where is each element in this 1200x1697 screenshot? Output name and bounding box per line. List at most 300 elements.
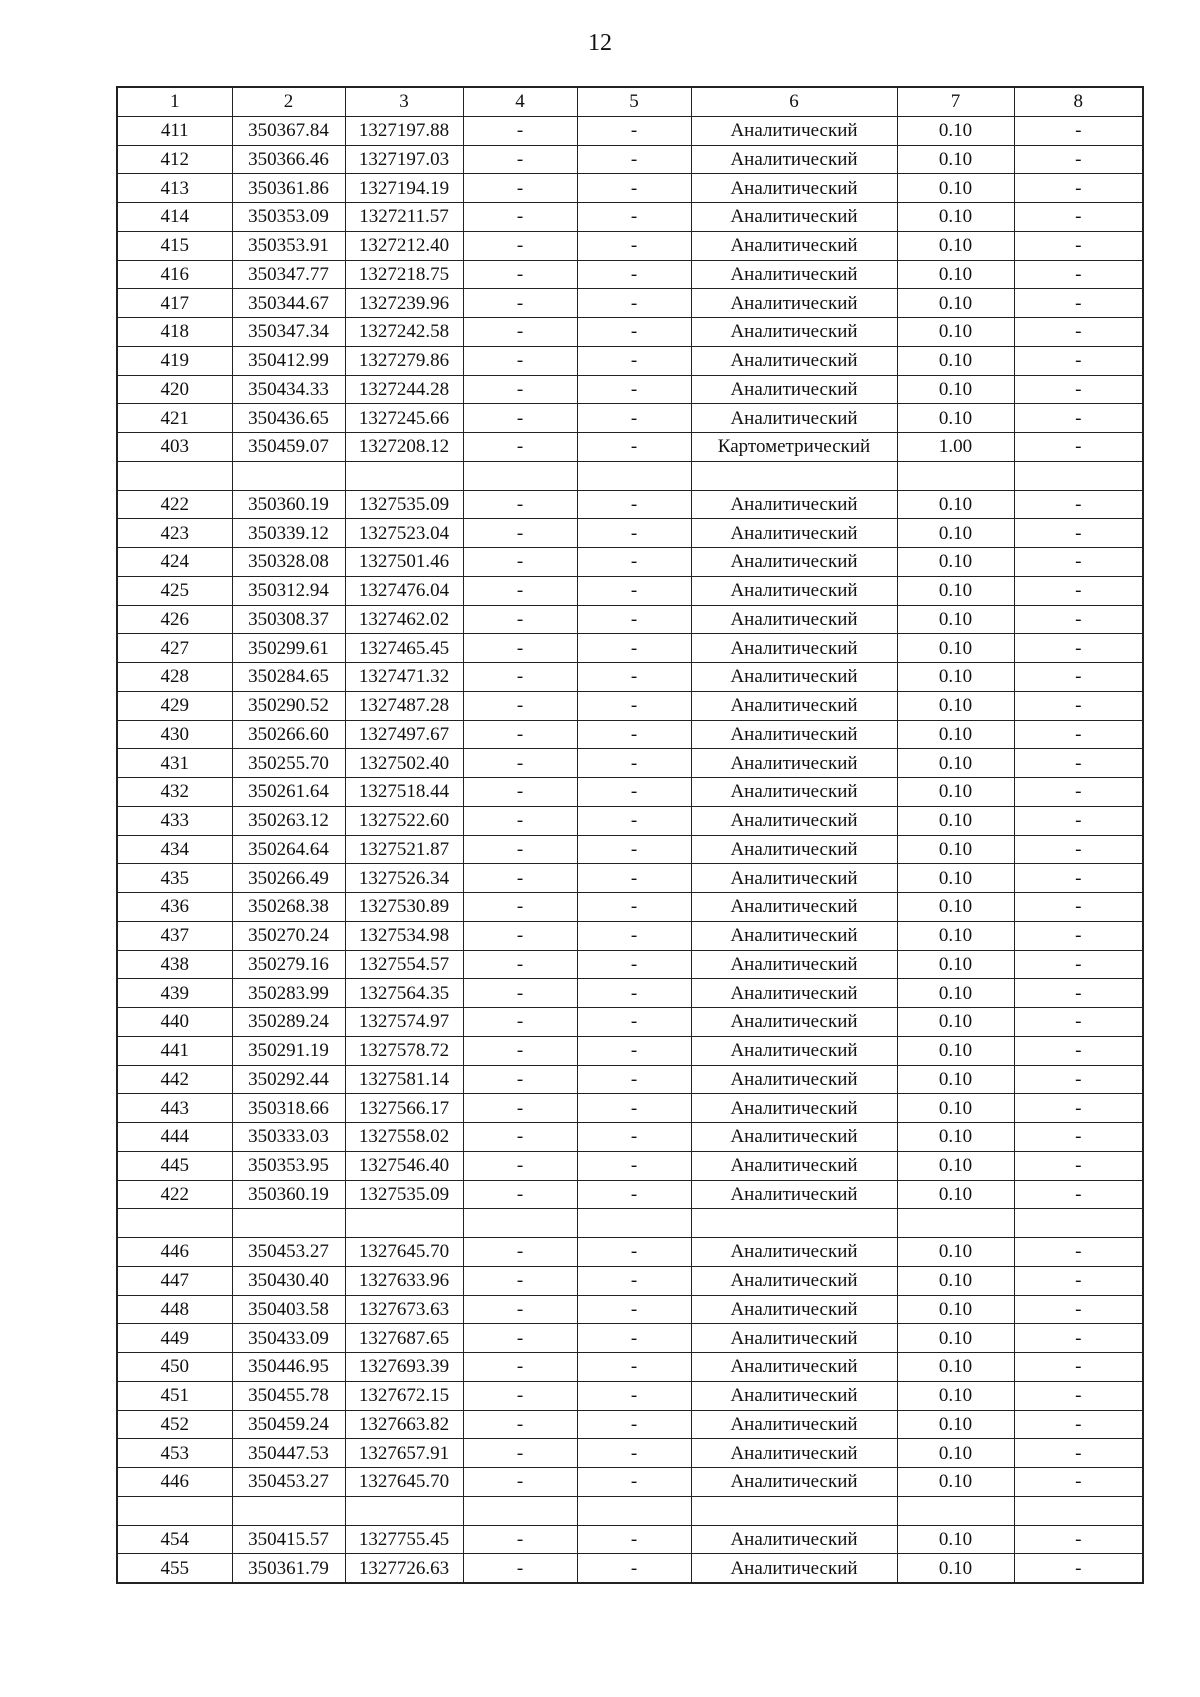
table-cell: - — [463, 950, 577, 979]
table-cell: 1327194.19 — [345, 174, 463, 203]
table-cell — [897, 1209, 1014, 1238]
table-cell: 0.10 — [897, 1151, 1014, 1180]
table-cell: 350366.46 — [232, 145, 345, 174]
table-row — [117, 893, 1143, 922]
table-cell: 0.10 — [897, 1353, 1014, 1382]
table-cell: 442 — [117, 1065, 232, 1094]
table-cell: - — [1014, 1266, 1143, 1295]
table-cell: 441 — [117, 1036, 232, 1065]
table-cell — [463, 1496, 577, 1525]
table-cell: 350308.37 — [232, 605, 345, 634]
table-cell: 1327530.89 — [345, 893, 463, 922]
table-cell — [463, 1209, 577, 1238]
table-cell: 0.10 — [897, 1439, 1014, 1468]
table-cell: - — [577, 634, 691, 663]
table-cell: 350353.91 — [232, 231, 345, 260]
table-cell: - — [577, 318, 691, 347]
table-cell: 424 — [117, 548, 232, 577]
table-cell: - — [1014, 691, 1143, 720]
table-row — [117, 1209, 1143, 1238]
table-cell: 0.10 — [897, 835, 1014, 864]
table-cell: - — [577, 663, 691, 692]
table-cell: 350266.60 — [232, 720, 345, 749]
table-cell: 1327546.40 — [345, 1151, 463, 1180]
table-cell: - — [463, 318, 577, 347]
table-cell: - — [463, 1525, 577, 1554]
table-cell: Аналитический — [691, 1295, 897, 1324]
table-cell: - — [577, 260, 691, 289]
table-row — [117, 145, 1143, 174]
table-row — [117, 979, 1143, 1008]
table-cell: 0.10 — [897, 950, 1014, 979]
table-cell: Картометрический — [691, 433, 897, 462]
table-row — [117, 375, 1143, 404]
table-cell: - — [463, 116, 577, 145]
table-cell: 0.10 — [897, 1468, 1014, 1497]
table-cell: Аналитический — [691, 548, 897, 577]
column-header-6: 6 — [691, 87, 897, 116]
table-cell: - — [1014, 375, 1143, 404]
table-cell: - — [463, 1295, 577, 1324]
table-cell: 350403.58 — [232, 1295, 345, 1324]
table-cell — [897, 1496, 1014, 1525]
table-cell: - — [1014, 346, 1143, 375]
table-cell: - — [1014, 203, 1143, 232]
table-cell: 0.10 — [897, 720, 1014, 749]
table-cell: 350261.64 — [232, 778, 345, 807]
table-cell — [577, 1496, 691, 1525]
table-cell: - — [1014, 921, 1143, 950]
table-cell: 350283.99 — [232, 979, 345, 1008]
coordinates-table — [116, 86, 1144, 1584]
table-cell: - — [463, 174, 577, 203]
table-cell: 0.10 — [897, 145, 1014, 174]
table-cell: 0.10 — [897, 490, 1014, 519]
column-header-1: 1 — [117, 87, 232, 116]
table-cell: - — [1014, 1324, 1143, 1353]
table-header-row — [117, 87, 1143, 116]
table-cell — [232, 1209, 345, 1238]
table-row — [117, 461, 1143, 490]
table-cell: - — [577, 1123, 691, 1152]
table-row — [117, 1266, 1143, 1295]
table-cell: 350360.19 — [232, 490, 345, 519]
table-cell: 0.10 — [897, 174, 1014, 203]
table-cell: 447 — [117, 1266, 232, 1295]
table-cell — [577, 461, 691, 490]
table-row — [117, 490, 1143, 519]
table-cell: 448 — [117, 1295, 232, 1324]
page-number: 12 — [588, 30, 612, 56]
table-cell: Аналитический — [691, 1151, 897, 1180]
table-cell: - — [1014, 1353, 1143, 1382]
table-cell — [345, 1496, 463, 1525]
table-cell: 454 — [117, 1525, 232, 1554]
table-row — [117, 548, 1143, 577]
table-cell: Аналитический — [691, 346, 897, 375]
table-cell: 350328.08 — [232, 548, 345, 577]
table-cell: - — [463, 1410, 577, 1439]
table-cell: Аналитический — [691, 634, 897, 663]
table-cell: - — [1014, 1151, 1143, 1180]
table-cell: 0.10 — [897, 1094, 1014, 1123]
table-cell: 412 — [117, 145, 232, 174]
table-row — [117, 346, 1143, 375]
table-cell: 350455.78 — [232, 1381, 345, 1410]
table-row — [117, 1008, 1143, 1037]
table-cell: 350415.57 — [232, 1525, 345, 1554]
table-row — [117, 1554, 1143, 1583]
table-cell: 1327645.70 — [345, 1468, 463, 1497]
table-cell: 0.10 — [897, 203, 1014, 232]
table-cell: 1327726.63 — [345, 1554, 463, 1583]
table-cell: - — [577, 1324, 691, 1353]
table-cell: 440 — [117, 1008, 232, 1037]
table-cell: - — [577, 806, 691, 835]
table-cell: 432 — [117, 778, 232, 807]
table-cell: 443 — [117, 1094, 232, 1123]
table-row — [117, 203, 1143, 232]
table-cell: 414 — [117, 203, 232, 232]
table-cell: - — [1014, 893, 1143, 922]
table-cell: 350264.64 — [232, 835, 345, 864]
table-cell: - — [1014, 1094, 1143, 1123]
table-cell: 350263.12 — [232, 806, 345, 835]
table-cell: 350361.79 — [232, 1554, 345, 1583]
table-cell: - — [1014, 605, 1143, 634]
table-row — [117, 864, 1143, 893]
table-cell: - — [577, 1180, 691, 1209]
table-cell: 1327239.96 — [345, 289, 463, 318]
table-cell: 350434.33 — [232, 375, 345, 404]
table-cell: 0.10 — [897, 1238, 1014, 1267]
table-cell: 1327534.98 — [345, 921, 463, 950]
table-cell — [117, 1496, 232, 1525]
table-cell: 0.10 — [897, 1324, 1014, 1353]
table-cell: 350270.24 — [232, 921, 345, 950]
table-cell: - — [463, 1008, 577, 1037]
table-cell: 437 — [117, 921, 232, 950]
table-row — [117, 663, 1143, 692]
table-row — [117, 1439, 1143, 1468]
table-cell: Аналитический — [691, 1439, 897, 1468]
table-row — [117, 605, 1143, 634]
table-cell: - — [463, 663, 577, 692]
table-cell: - — [463, 433, 577, 462]
table-cell: - — [577, 174, 691, 203]
table-cell: 428 — [117, 663, 232, 692]
table-cell: 417 — [117, 289, 232, 318]
table-cell: - — [1014, 1439, 1143, 1468]
table-cell: - — [577, 203, 691, 232]
table-cell — [232, 1496, 345, 1525]
table-cell: - — [1014, 576, 1143, 605]
table-cell: 0.10 — [897, 1036, 1014, 1065]
table-cell: - — [1014, 1381, 1143, 1410]
table-cell: Аналитический — [691, 1008, 897, 1037]
table-row — [117, 634, 1143, 663]
table-cell: - — [463, 864, 577, 893]
table-cell: - — [463, 1554, 577, 1583]
table-cell: - — [1014, 1468, 1143, 1497]
table-cell: Аналитический — [691, 1065, 897, 1094]
table-cell — [463, 461, 577, 490]
table-cell: 411 — [117, 116, 232, 145]
table-cell: - — [577, 1353, 691, 1382]
table-cell: 0.10 — [897, 1123, 1014, 1152]
table-cell: 420 — [117, 375, 232, 404]
table-cell: 350459.07 — [232, 433, 345, 462]
table-cell: 350347.77 — [232, 260, 345, 289]
table-cell: - — [463, 203, 577, 232]
table-cell: - — [577, 1439, 691, 1468]
table-cell: 452 — [117, 1410, 232, 1439]
column-header-3: 3 — [345, 87, 463, 116]
table-cell: - — [1014, 778, 1143, 807]
table-cell: 422 — [117, 1180, 232, 1209]
table-cell: 350333.03 — [232, 1123, 345, 1152]
table-cell: 350361.86 — [232, 174, 345, 203]
table-cell: Аналитический — [691, 1468, 897, 1497]
table-cell: 451 — [117, 1381, 232, 1410]
table-cell: 0.10 — [897, 1266, 1014, 1295]
table-cell: - — [577, 749, 691, 778]
table-cell: 350255.70 — [232, 749, 345, 778]
table-cell: - — [463, 893, 577, 922]
table-row — [117, 433, 1143, 462]
table-cell: 1327487.28 — [345, 691, 463, 720]
table-cell: 350459.24 — [232, 1410, 345, 1439]
table-cell — [691, 1496, 897, 1525]
table-row — [117, 1496, 1143, 1525]
table-row — [117, 1410, 1143, 1439]
table-cell: 1327522.60 — [345, 806, 463, 835]
table-cell: - — [1014, 634, 1143, 663]
table-cell: - — [577, 835, 691, 864]
table-cell: 1327554.57 — [345, 950, 463, 979]
table-cell: - — [463, 691, 577, 720]
table-cell: 0.10 — [897, 634, 1014, 663]
table-cell: Аналитический — [691, 1324, 897, 1353]
table-cell: 0.10 — [897, 749, 1014, 778]
table-row — [117, 519, 1143, 548]
table-row — [117, 1151, 1143, 1180]
table-cell: 0.10 — [897, 806, 1014, 835]
table-cell: Аналитический — [691, 806, 897, 835]
table-cell: 433 — [117, 806, 232, 835]
table-row — [117, 691, 1143, 720]
table-row — [117, 1065, 1143, 1094]
table-cell: - — [463, 1238, 577, 1267]
table-cell: 425 — [117, 576, 232, 605]
table-cell: 1327657.91 — [345, 1439, 463, 1468]
table-cell: 416 — [117, 260, 232, 289]
table-row — [117, 921, 1143, 950]
table-cell: 0.10 — [897, 116, 1014, 145]
table-cell: - — [577, 1525, 691, 1554]
table-cell: - — [1014, 289, 1143, 318]
table-cell: - — [1014, 433, 1143, 462]
table-cell: 350268.38 — [232, 893, 345, 922]
table-cell: - — [1014, 145, 1143, 174]
table-cell: Аналитический — [691, 1554, 897, 1583]
table-row — [117, 404, 1143, 433]
table-cell: Аналитический — [691, 950, 897, 979]
table-cell: - — [463, 1180, 577, 1209]
table-cell: 0.10 — [897, 289, 1014, 318]
table-cell: - — [463, 634, 577, 663]
table-cell: Аналитический — [691, 490, 897, 519]
table-cell: - — [577, 1151, 691, 1180]
table-cell: 446 — [117, 1238, 232, 1267]
table-cell: - — [463, 1123, 577, 1152]
table-cell: - — [577, 433, 691, 462]
table-cell: Аналитический — [691, 1238, 897, 1267]
table-cell: Аналитический — [691, 749, 897, 778]
table-cell: - — [463, 260, 577, 289]
table-cell: 1327518.44 — [345, 778, 463, 807]
table-cell: 350447.53 — [232, 1439, 345, 1468]
table-cell: 0.10 — [897, 778, 1014, 807]
table-cell: 426 — [117, 605, 232, 634]
table-row — [117, 1036, 1143, 1065]
table-cell: 0.10 — [897, 663, 1014, 692]
table-cell: - — [577, 1008, 691, 1037]
table-cell: - — [577, 893, 691, 922]
table-cell: Аналитический — [691, 174, 897, 203]
table-cell — [691, 1209, 897, 1238]
table-row — [117, 835, 1143, 864]
table-cell: Аналитический — [691, 519, 897, 548]
table-cell: - — [463, 519, 577, 548]
table-cell: - — [577, 231, 691, 260]
table-cell: Аналитический — [691, 203, 897, 232]
table-cell: - — [1014, 1410, 1143, 1439]
table-cell: 0.10 — [897, 346, 1014, 375]
table-cell: 1327645.70 — [345, 1238, 463, 1267]
table-cell: Аналитический — [691, 116, 897, 145]
table-cell: Аналитический — [691, 893, 897, 922]
table-cell: 1327526.34 — [345, 864, 463, 893]
table-cell — [691, 461, 897, 490]
table-cell: 0.10 — [897, 1525, 1014, 1554]
table-cell: 434 — [117, 835, 232, 864]
table-cell: 350339.12 — [232, 519, 345, 548]
table-cell: - — [577, 950, 691, 979]
table-cell: 350353.95 — [232, 1151, 345, 1180]
table-cell — [117, 1209, 232, 1238]
table-cell: - — [463, 145, 577, 174]
table-cell: Аналитический — [691, 576, 897, 605]
table-cell: 418 — [117, 318, 232, 347]
table-cell: 0.10 — [897, 260, 1014, 289]
table-cell: 427 — [117, 634, 232, 663]
table-cell: 423 — [117, 519, 232, 548]
table-cell: 415 — [117, 231, 232, 260]
table-cell: - — [1014, 806, 1143, 835]
table-cell: 350446.95 — [232, 1353, 345, 1382]
table-cell: 350291.19 — [232, 1036, 345, 1065]
table-cell: 435 — [117, 864, 232, 893]
table-cell: 1327212.40 — [345, 231, 463, 260]
table-cell: Аналитический — [691, 1180, 897, 1209]
table-cell: 446 — [117, 1468, 232, 1497]
table-cell: 1327197.03 — [345, 145, 463, 174]
table-cell: - — [577, 1036, 691, 1065]
table-cell: 1327672.15 — [345, 1381, 463, 1410]
table-cell: Аналитический — [691, 720, 897, 749]
table-cell: 445 — [117, 1151, 232, 1180]
table-row — [117, 720, 1143, 749]
table-cell: - — [577, 1266, 691, 1295]
table-cell: - — [577, 519, 691, 548]
table-cell: 0.10 — [897, 404, 1014, 433]
table-cell: - — [1014, 835, 1143, 864]
table-cell: - — [577, 1295, 691, 1324]
table-cell: - — [577, 864, 691, 893]
table-cell: 1327501.46 — [345, 548, 463, 577]
table-cell: - — [1014, 1238, 1143, 1267]
table-cell: Аналитический — [691, 864, 897, 893]
table-cell: 453 — [117, 1439, 232, 1468]
table-cell: - — [1014, 1036, 1143, 1065]
table-row — [117, 174, 1143, 203]
table-cell: 350318.66 — [232, 1094, 345, 1123]
table-cell: - — [577, 490, 691, 519]
table-cell: Аналитический — [691, 835, 897, 864]
table-cell: 350436.65 — [232, 404, 345, 433]
table-cell: - — [463, 1381, 577, 1410]
column-header-8: 8 — [1014, 87, 1143, 116]
table-row — [117, 1324, 1143, 1353]
table-cell: - — [1014, 519, 1143, 548]
table-cell: 449 — [117, 1324, 232, 1353]
table-cell: 0.10 — [897, 893, 1014, 922]
table-cell: - — [463, 346, 577, 375]
table-row — [117, 1238, 1143, 1267]
table-cell: 1327244.28 — [345, 375, 463, 404]
table-cell: - — [1014, 1180, 1143, 1209]
table-cell: 1327476.04 — [345, 576, 463, 605]
table-cell: Аналитический — [691, 921, 897, 950]
table-cell: 0.10 — [897, 519, 1014, 548]
table-cell — [345, 461, 463, 490]
table-cell: - — [577, 404, 691, 433]
table-cell: Аналитический — [691, 1266, 897, 1295]
table-row — [117, 576, 1143, 605]
table-cell — [1014, 461, 1143, 490]
table-cell: - — [463, 806, 577, 835]
table-cell: - — [577, 1468, 691, 1497]
table-cell: - — [577, 375, 691, 404]
table-cell: Аналитический — [691, 1525, 897, 1554]
table-cell: 0.10 — [897, 1554, 1014, 1583]
table-cell: 438 — [117, 950, 232, 979]
table-row — [117, 950, 1143, 979]
table-cell: - — [463, 1324, 577, 1353]
table-cell: 0.10 — [897, 375, 1014, 404]
table-cell: 1327502.40 — [345, 749, 463, 778]
table-row — [117, 1094, 1143, 1123]
table-cell: 421 — [117, 404, 232, 433]
table-cell: 0.10 — [897, 691, 1014, 720]
table-cell: - — [463, 1094, 577, 1123]
table-cell: - — [463, 1266, 577, 1295]
column-header-5: 5 — [577, 87, 691, 116]
table-cell: Аналитический — [691, 1381, 897, 1410]
table-cell: - — [1014, 231, 1143, 260]
table-cell: 419 — [117, 346, 232, 375]
